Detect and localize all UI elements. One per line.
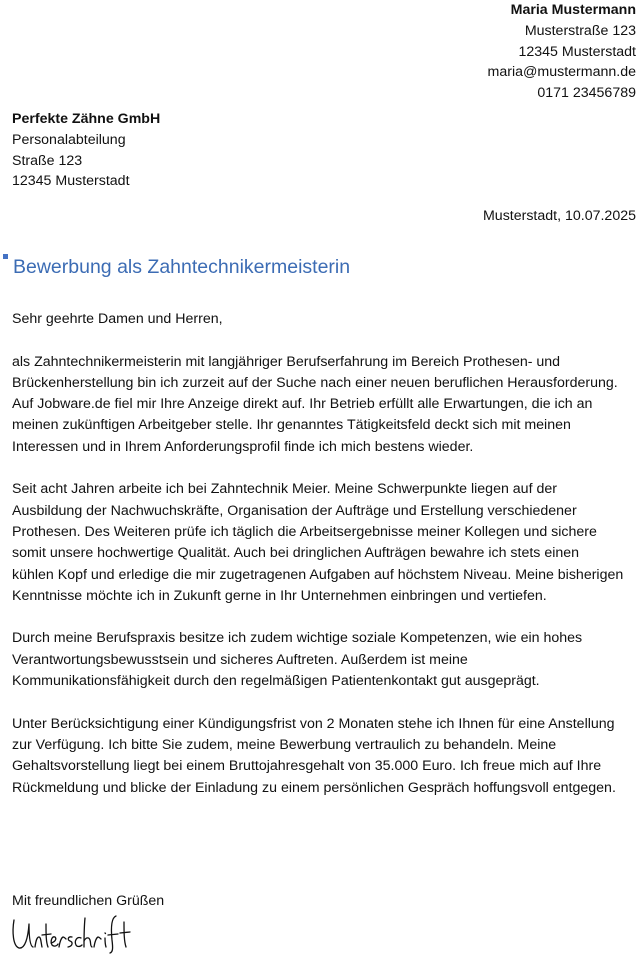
sender-email: maria@mustermann.de xyxy=(487,64,636,81)
closing: Mit freundlichen Grüßen xyxy=(12,893,165,909)
letter-subject: Bewerbung als Zahntechnikermeisterin xyxy=(13,256,351,278)
subject-marker xyxy=(3,254,8,259)
salutation: Sehr geehrte Damen und Herren, xyxy=(12,311,223,327)
letter-body xyxy=(12,309,624,820)
recipient-company: Perfekte Zähne GmbH xyxy=(12,111,161,127)
paragraph-intro: als Zahntechnikermeisterin mit langjähriger Berufserfahrung im Bereich Prothesen- und Brückenherstellung bin ich zurzeit auf der Suche nach einer neuen beruflichen Herausforderung. Auf Jobware.de fiel mir Ihre Anzeige direkt auf. Ihr Betrieb erfüllt alle Erwartungen, die ich an meinen zukünftigen Arbeitgeber stelle. Ihr genanntes Tätigkeitsfeld deckt sich mit meinen Interessen und in Ihrem Anforderungsprofil finde ich mich bestens wieder. xyxy=(12,353,618,455)
recipient-address xyxy=(12,109,160,192)
signature-image xyxy=(10,910,140,954)
sender-street: Musterstraße 123 xyxy=(524,22,636,39)
letter-date: Musterstadt, 10.07.2025 xyxy=(482,208,636,224)
recipient-department: Personalabteilung xyxy=(12,131,126,148)
paragraph-availability: Unter Berücksichtigung einer Kündigungsfrist von 2 Monaten stehe ich Ihnen für eine Anstellung zur Verfügung. Ich bitte Sie zudem, meine Bewerbung vertraulich zu behandeln. Meine Gehaltsvorstellung liegt bei einem Bruttojahresgehalt von 35.000 Euro. Ich freue mich auf Ihre Rückmeldung und blicke der Einladung zu einem persönlichen Gespräch hoffungsvoll entgegen. xyxy=(12,715,616,796)
recipient-street: Straße 123 xyxy=(12,152,83,169)
recipient-city: 12345 Musterstadt xyxy=(12,173,130,190)
paragraph-skills: Durch meine Berufspraxis besitze ich zudem wichtige soziale Kompetenzen, wie ein hohes Verantwortungsbewusstsein und sicheres Auftreten. Außerdem ist meine Kommunikationsfähigkeit durch den regelmäßigen Patientenkontakt gut ausgeprägt. xyxy=(12,630,583,690)
sender-city: 12345 Musterstadt xyxy=(518,43,636,60)
sender-address xyxy=(488,0,636,104)
sender-name: Maria Mustermann xyxy=(510,2,636,18)
paragraph-experience: Seit acht Jahren arbeite ich bei Zahntechnik Meier. Meine Schwerpunkte liegen auf der Ausbildung der Nachwuchskräfte, Organisation der Aufträge und Erstellung verschiedener Prothesen. Des Weiteren prüfe ich täglich die Arbeitsergebnisse meiner Kollegen und sichere somit unsere hochwertige Qualität. Auch bei dringlichen Aufträgen bewahre ich stets einen kühlen Kopf und erledige die mir zugetragenen Aufgaben auf höchstem Niveau. Meine bisherigen Kenntnisse möchte ich in Zukunft gerne in Ihr Unternehmen einbringen und vertiefen. xyxy=(12,481,624,604)
sender-phone: 0171 23456789 xyxy=(537,85,636,102)
